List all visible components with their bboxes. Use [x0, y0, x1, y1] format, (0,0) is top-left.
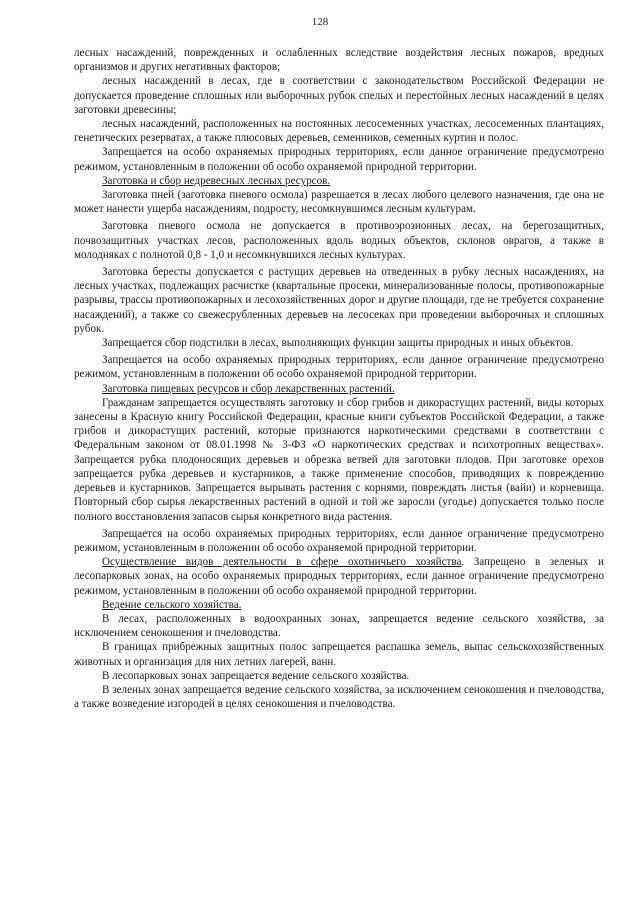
paragraph: Гражданам запрещается осуществлять заготовку и сбор грибов и дикорастущих растений, виды которых занесены в Красную книгу Российской Федерации, красные книги субъектов Российской Федерации, а также грибов и дикорастущих растений, которые признаются наркотическими средствами в соответствии с Федеральным законом от 08.01.1998 № 3-ФЗ «О наркотических средствах и психотропных веществах». Запрещается рубка плодоносящих деревьев и обрезка ветвей для заготовки плодов. При заготовке орехов запрещается рубка деревьев и кустарников, а также применение способов, приводящих к повреждению деревьев и кустарников. Запрещается вырывать растения с корнями, повреждать листья (вайи) и корневища. Повторный сбор сырья лекарственных растений в одной и той же заросли (угодье) допускается только после полного восстановления запасов сырья конкретного вида растения. [74, 396, 604, 523]
section-heading [74, 598, 604, 612]
section-heading-text: Заготовка пищевых ресурсов и сбор лекарственных растений. [102, 382, 395, 395]
section-heading [74, 382, 604, 396]
paragraph: Заготовка пней (заготовка пневого осмола) разрешается в лесах любого целевого назначения, где она не может нанести ущерба насаждениям, подросту, несомкнувшимся лесным культурам. [74, 189, 604, 216]
paragraph: лесных насаждений, расположенных на постоянных лесосеменных участках, лесосеменных плантациях, генетических резерватах, а также плюсовых деревьев, семенников, семенных куртин и полос. [74, 118, 604, 145]
paragraph: В границах прибрежных защитных полос запрещается распашка земель, выпас сельскохозяйственных животных и организация для них летних лагерей, ванн. [74, 641, 604, 668]
section-heading [74, 174, 604, 188]
paragraph: В зеленых зонах запрещается ведение сельского хозяйства, за исключением сенокошения и пчеловодства, а также возведение изгородей в целях сенокошения и пчеловодства. [74, 683, 604, 711]
paragraph: Запрещается на особо охраняемых природных территориях, если данное ограничение предусмотрено режимом, установленным в положении об особо охраняемой природной территории. [74, 146, 604, 173]
paragraph: Заготовка пневого осмола не допускается в противоэрозионных лесах, на берегозащитных, почвозащитных участках лесов, расположенных вдоль водных объектов, склонов оврагов, а также в молодняках с полнотой 0,8 - 1,0 и несомкнувшихся лесных культурах. [74, 220, 604, 261]
paragraph: лесных насаждений, поврежденных и ослабленных вследствие воздействия лесных пожаров, вредных организмов и других негативных факторов; [74, 47, 604, 74]
paragraph [74, 555, 604, 598]
paragraph: Заготовка бересты допускается с растущих деревьев на отведенных в рубку лесных насаждениях, на лесных участках, подлежащих расчистке (квартальные просеки, минерализованные полосы, противопожарные разрывы, трассы противопожарных и лесохозяйственных дорог и другие площади, где не требуется сохранение насаждений), а также со свежесрубленных деревьев на лесосеках при проведении выборочных и сплошных рубок. [74, 266, 604, 335]
page-number: 128 [311, 16, 329, 28]
paragraph: В лесах, расположенных в водоохранных зонах, запрещается ведение сельского хозяйства, за исключением сенокошения и пчеловодства. [74, 612, 604, 640]
document-body [74, 46, 604, 711]
section-heading-text: Ведение сельского хозяйства. [102, 598, 242, 611]
paragraph: Запрещается на особо охраняемых природных территориях, если данное ограничение предусмотрено режимом, установленным в положении об особо охраняемой природной территории. [74, 354, 604, 381]
paragraph: лесных насаждений в лесах, где в соответствии с законодательством Российской Федерации не допускается проведение сплошных или выборочных рубок спелых и перестойных лесных насаждений в целях заготовки древесины; [74, 75, 604, 116]
section-heading-text: Заготовка и сбор недревесных лесных ресурсов. [102, 174, 331, 187]
paragraph: В лесопарковых зонах запрещается ведение сельского хозяйства. [102, 669, 410, 682]
paragraph: Запрещается на особо охраняемых природных территориях, если данное ограничение предусмотрено режимом, установленным в положении об особо охраняемой природной территории. [74, 527, 604, 554]
section-heading-text: Осуществление видов деятельности в сфере охотничьего хозяйства [102, 556, 462, 569]
paragraph-text: . Запрещено в зеленых и лесопарковых зонах, на особо охраняемых природных территориях, если данное ограничение предусмотрено режимом, установленным в положении об особо охраняемой природной территории. [74, 556, 604, 597]
paragraph: Запрещается сбор подстилки в лесах, выполняющих функции защиты природных и иных объектов. [102, 337, 574, 350]
